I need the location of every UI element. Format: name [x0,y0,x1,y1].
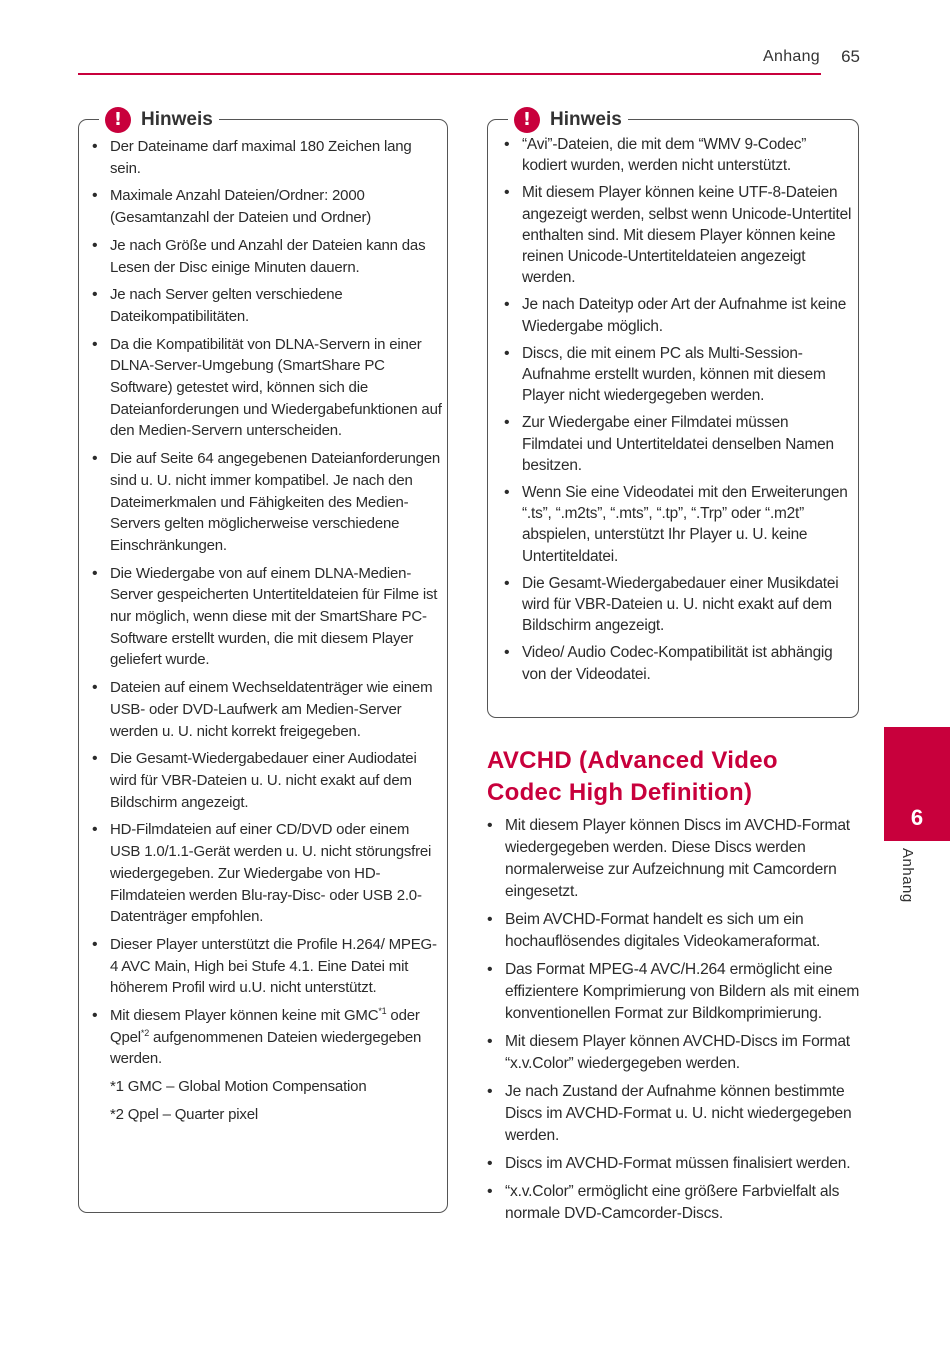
list-item: • Video/ Audio Codec-Kompatibilität ist abhängig von der Videodatei. [502,642,852,684]
chapter-label: Anhang [899,848,916,903]
note-title: Hinweis [141,109,213,130]
gmc-text-3: aufgenommenen Dateien wiedergegeben werden. [110,1028,422,1068]
list-item: • Die Gesamt-Wiedergabedauer einer Audiodatei wird für VBR-Dateien u. U. nicht exakt auf dem Bildschirm angezeigt. [90,748,442,813]
list-item: • Das Format MPEG-4 AVC/H.264 ermöglicht eine effizientere Komprimierung von Bildern als mit einem konventionellen Format zur Bildkomprimierung. [485,959,863,1025]
page-number: 65 [841,47,860,66]
footnote-ref-2: *2 [140,1027,149,1038]
note-right-list [502,134,852,691]
list-item: • Je nach Server gelten verschiedene Dateikompatibilitäten. [90,284,442,327]
footnote: *1 GMC – Global Motion Compensation [110,1078,367,1096]
list-item: • Wenn Sie eine Videodatei mit den Erweiterungen “.ts”, “.m2ts”, “.mts”, “.tp”, “.Trp” oder “.m2t” abspielen, unterstützt Ihr Player u. U. keine Untertiteldatei. [502,482,852,567]
chapter-number: 6 [910,805,924,830]
list-item: • Je nach Zustand der Aufnahme können bestimmte Discs im AVCHD-Format u. U. nicht wiedergegeben werden. [485,1081,863,1147]
list-item: • Je nach Dateityp oder Art der Aufnahme ist keine Wiedergabe möglich. [502,294,852,336]
note-left-list [90,136,442,1132]
gmc-text-1: Mit diesem Player können keine mit GMC [110,1007,379,1025]
list-item: • Mit diesem Player können keine UTF-8-Dateien angezeigt werden, selbst wenn Unicode-Untertitel enthalten sind. Mit diesem Player können keine reinen Unicode-Untertiteldateien angezeigt werden. [502,182,852,288]
list-item: • Die auf Seite 64 angegebenen Dateianforderungen sind u. U. nicht immer kompatibel. Je nach den Dateimerkmalen und Fähigkeiten des Medien-Servers gelten möglicherweise verschiedene Einschränkungen. [90,448,442,557]
list-item: • Der Dateiname darf maximal 180 Zeichen lang sein. [90,136,442,179]
list-item: • Zur Wiedergabe einer Filmdatei müssen Filmdatei und Untertiteldatei denselben Namen besitzen. [502,412,852,476]
note-header [508,107,628,133]
list-item: • Dateien auf einem Wechseldatenträger wie einem USB- oder DVD-Laufwerk am Medien-Server werden u. U. nicht korrekt freigegeben. [90,677,442,742]
footnotes [90,1076,442,1125]
footnote: *2 Qpel – Quarter pixel [110,1105,258,1123]
list-item: • “x.v.Color” ermöglicht eine größere Farbvielfalt als normale DVD-Camcorder-Discs. [485,1181,863,1225]
avchd-list [485,815,863,1231]
list-item: • Die Gesamt-Wiedergabedauer einer Musikdatei wird für VBR-Dateien u. U. nicht exakt auf dem Bildschirm angezeigt. [502,573,852,637]
list-item: • Discs, die mit einem PC als Multi-Session-Aufnahme erstellt wurden, können mit diesem Player nicht wiedergegeben werden. [502,343,852,407]
list-item: • Maximale Anzahl Dateien/Ordner: 2000 (Gesamtanzahl der Dateien und Ordner) [90,185,442,228]
list-item: • Mit diesem Player können AVCHD-Discs im Format “x.v.Color” wiedergegeben werden. [485,1031,863,1075]
list-item: • HD-Filmdateien auf einer CD/DVD oder einem USB 1.0/1.1-Gerät werden u. U. nicht störungsfrei wiedergegeben. Zur Wiedergabe von HD-Filmdateien werden Blu-ray-Disc- oder USB 2.0-Datenträger empfohlen. [90,819,442,928]
chapter-label-container [894,848,924,918]
footnote-ref-1: *1 [378,1006,387,1017]
exclamation-icon: ! [105,107,131,133]
list-item: • Dieser Player unterstützt die Profile H.264/ MPEG-4 AVC Main, High bei Stufe 4.1. Eine Datei mit höherem Profil wird u.U. nicht unterstützt. [90,934,442,999]
list-item: • Je nach Größe und Anzahl der Dateien kann das Lesen der Disc einige Minuten dauern. [90,235,442,278]
exclamation-icon: ! [514,107,540,133]
note-title: Hinweis [550,109,622,130]
header-divider [78,73,821,75]
list-item: • Da die Kompatibilität von DLNA-Servern in einer DLNA-Server-Umgebung (SmartShare PC Software) getestet wird, können sich die Dateianforderungen und Wiedergabefunktionen auf den Medien-Servern unterscheiden. [90,334,442,443]
chapter-tab [884,727,950,841]
running-header-title: Anhang [763,48,820,65]
list-item: • Die Wiedergabe von auf einem DLNA-Medien-Server gespeicherten Untertiteldateien für Filme ist nur möglich, wenn diese mit der SmartShare PC-Software erstellt wurden, die mit diesem Player geliefert wurde. [90,563,442,672]
list-item: • “Avi”-Dateien, die mit dem “WMV 9-Codec” kodiert wurden, werden nicht unterstützt. [502,134,852,176]
list-item: • Beim AVCHD-Format handelt es sich um ein hochauflösendes digitales Videokameraformat. [485,909,863,953]
list-item: • Discs im AVCHD-Format müssen finalisiert werden. [485,1153,863,1175]
list-item-gmc [90,1005,442,1070]
list-item: • Mit diesem Player können Discs im AVCHD-Format wiedergegeben werden. Diese Discs werden normalerweise zur Aufzeichnung mit Camcordern eingesetzt. [485,815,863,903]
note-header [99,107,219,133]
gmc-text-2: oder Qpel [110,1007,420,1046]
section-heading-avchd: AVCHD (Advanced Video Codec High Definition) [487,747,778,806]
